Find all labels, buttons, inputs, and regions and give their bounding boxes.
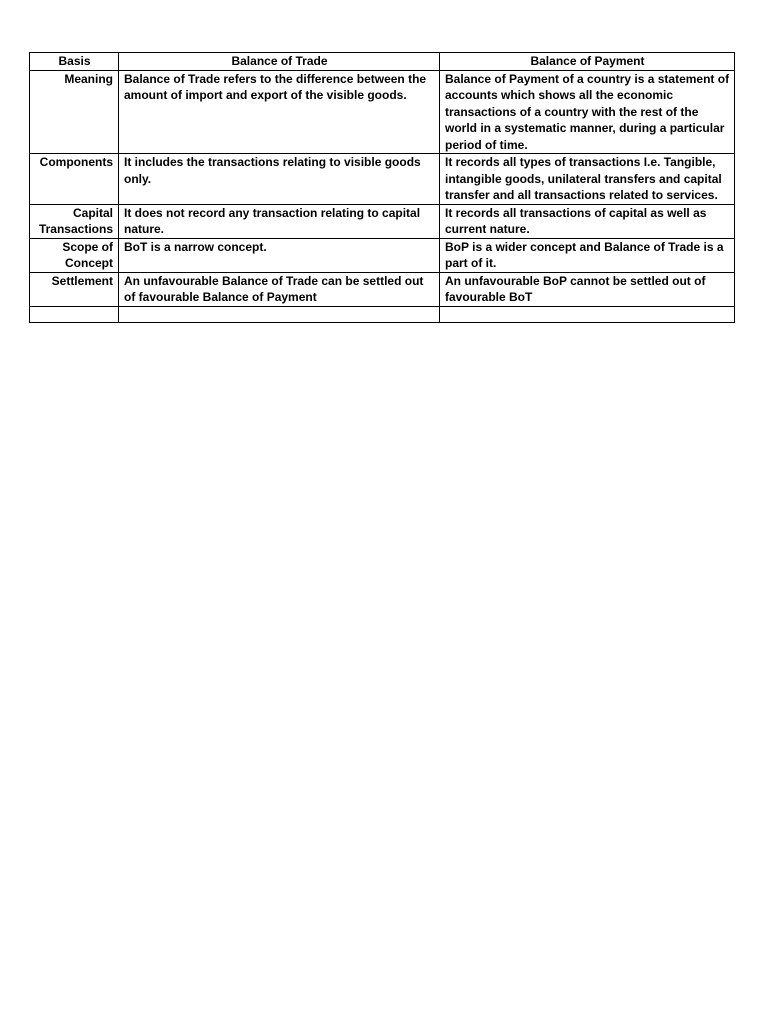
basis-cell: Settlement xyxy=(30,272,119,306)
table-row-meaning xyxy=(30,70,735,154)
basis-cell: Meaning xyxy=(30,70,119,154)
basis-cell: Capital Transactions xyxy=(30,204,119,238)
bop-cell: It records all types of transactions I.e. Tangible, intangible goods, unilateral transfers and capital transfer and all transactions related to services. xyxy=(440,154,735,205)
table-row-scope-of-concept xyxy=(30,238,735,272)
table-row-settlement xyxy=(30,272,735,306)
bot-cell: An unfavourable Balance of Trade can be settled out of favourable Balance of Payment xyxy=(119,272,440,306)
basis-cell-text: Components xyxy=(39,155,113,169)
table-header xyxy=(30,53,735,71)
bot-cell: It does not record any transaction relating to capital nature. xyxy=(119,204,440,238)
bop-cell: It records all transactions of capital as well as current nature. xyxy=(440,204,735,238)
header-basis: Basis xyxy=(30,53,119,71)
bot-cell: BoT is a narrow concept. xyxy=(119,238,440,272)
bot-cell: It includes the transactions relating to visible goods only. xyxy=(119,154,440,205)
header-row xyxy=(30,53,735,71)
bop-cell: An unfavourable BoP cannot be settled out of favourable BoT xyxy=(440,272,735,306)
basis-cell xyxy=(30,154,119,205)
table-row-empty xyxy=(30,306,735,322)
basis-cell: Scope of Concept xyxy=(30,238,119,272)
table-body xyxy=(30,70,735,322)
bop-cell: Balance of Payment of a country is a statement of accounts which shows all the economic transactions of a country with the rest of the world in a systematic manner, during a particular period of time. xyxy=(440,70,735,154)
comparison-table xyxy=(29,52,735,323)
header-balance-of-payment: Balance of Payment xyxy=(440,53,735,71)
bop-cell: BoP is a wider concept and Balance of Trade is a part of it. xyxy=(440,238,735,272)
bot-cell: Balance of Trade refers to the difference between the amount of import and export of the visible goods. xyxy=(119,70,440,154)
bot-cell xyxy=(119,306,440,322)
basis-cell xyxy=(30,306,119,322)
table-row-capital-transactions xyxy=(30,204,735,238)
bop-cell xyxy=(440,306,735,322)
table-row-components xyxy=(30,154,735,205)
header-balance-of-trade: Balance of Trade xyxy=(119,53,440,71)
